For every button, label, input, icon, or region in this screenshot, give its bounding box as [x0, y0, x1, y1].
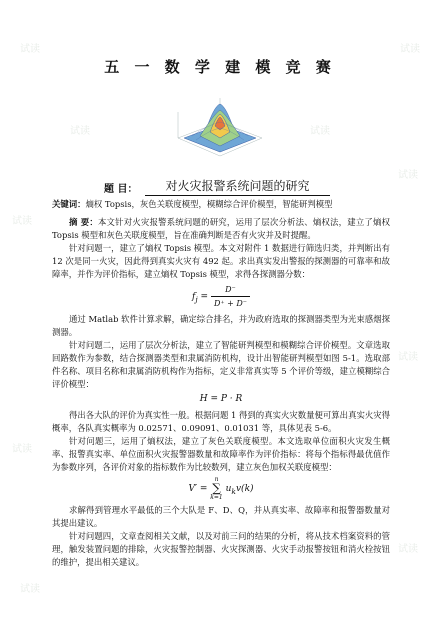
keywords-label: 关键词： — [52, 199, 86, 209]
page-title: 五 一 数 学 建 模 竞 赛 — [104, 58, 336, 76]
paragraph-q2: 针对问题二，运用了层次分析法，建立了智能研判模型和模糊综合评价模型。文章选取回路数作为参数，结合探测器类型和隶属消防机构，设计出智能研判模型如图 5-1。选取部件名称、项目名称和隶属消防机构作为指标，定义非常真实等 5 个评价等级，建立模糊综合评价模型： — [52, 340, 390, 389]
equation-fuzzy: H = P · R — [199, 394, 243, 404]
watermark: 试读 — [70, 126, 90, 137]
paragraph-q2-result: 得出各大队的评价为真实性一般。根据问题 1 得到的真实火灾数量便可算出真实火灾得概率，各队真实概率为 0.02571、0.09091、0.01031 等，具体见表 5-6。 — [52, 410, 390, 433]
watermark: 试读 — [398, 352, 418, 363]
watermark: 试读 — [20, 584, 40, 595]
equation-grey: V′ = n ∑ k=1 $u_kv(k)$ — [188, 476, 254, 501]
abstract-paragraph — [52, 216, 390, 242]
paragraph-q1: 针对问题一，建立了熵权 Topsis 模型。本文对附件 1 数据进行筛选归类，并判断出有 12 次是同一火灾，因此得到真实火灾有 492 起。求出真实发出警报的探测器的可靠率和故障率，并作为评价指标，建立熵权 Topsis 模型，求得各探测器分数： — [52, 243, 390, 279]
watermark: 试读 — [12, 444, 32, 455]
keywords — [52, 198, 390, 211]
paragraph-q4: 针对问题四，文章查阅相关文献，以及对前三问的结果的分析，将从技术档案资料的管理，触发装置问题的排除，火灾报警控制器、火灾探测器、火灾手动报警按钮和消火栓按钮的维护，提出相关建议。 — [52, 531, 390, 567]
watermark: 试读 — [400, 44, 420, 55]
paragraph-q3-result: 求解得到管理水平最低的三个大队是 F、D、Q，并从真实率、故障率和报警器数量对其提出建议。 — [52, 505, 390, 528]
watermark: 试读 — [398, 544, 418, 555]
paragraph-q3: 针对问题三，运用了熵权法，建立了灰色关联度模型。本文选取单位面积火灾发生概率、报警真实率、单位面积火灾报警器数量和故障率作为评价指标：将每个指标得最优值作为参数序列，各评价对象的指标数作为比较数列，建立灰色加权关联度模型： — [52, 436, 390, 472]
watermark: 试读 — [310, 126, 330, 137]
watermark: 试读 — [12, 216, 32, 227]
watermark: 试读 — [398, 170, 418, 181]
surface-plot-figure — [170, 92, 270, 162]
abstract-label: 摘 要： — [69, 217, 98, 227]
watermark: 试读 — [20, 44, 40, 55]
paper-body — [52, 198, 390, 569]
topic-title: 对火灾报警系统问题的研究 — [145, 177, 330, 196]
paragraph-matlab: 通过 Matlab 软件计算求解，确定综合排名，并为政府选取的探测器类型为光束感烟探测器。 — [52, 314, 390, 337]
equation-topsis: $f_j$ = $\frac{D^-}{D^+ + D^-}$ — [52, 283, 390, 310]
keywords-text: 熵权 Topsis，灰色关联度模型，模糊综合评价模型，智能研判模型 — [85, 199, 333, 209]
topic-label: 题 目： — [104, 184, 138, 195]
abstract-text: 本文针对火灾报警系统问题的研究，运用了层次分析法、熵权法，建立了熵权 Topsis 模型和灰色关联度模型，旨在准确判断是否有火灾并及时提醒。 — [52, 217, 391, 240]
